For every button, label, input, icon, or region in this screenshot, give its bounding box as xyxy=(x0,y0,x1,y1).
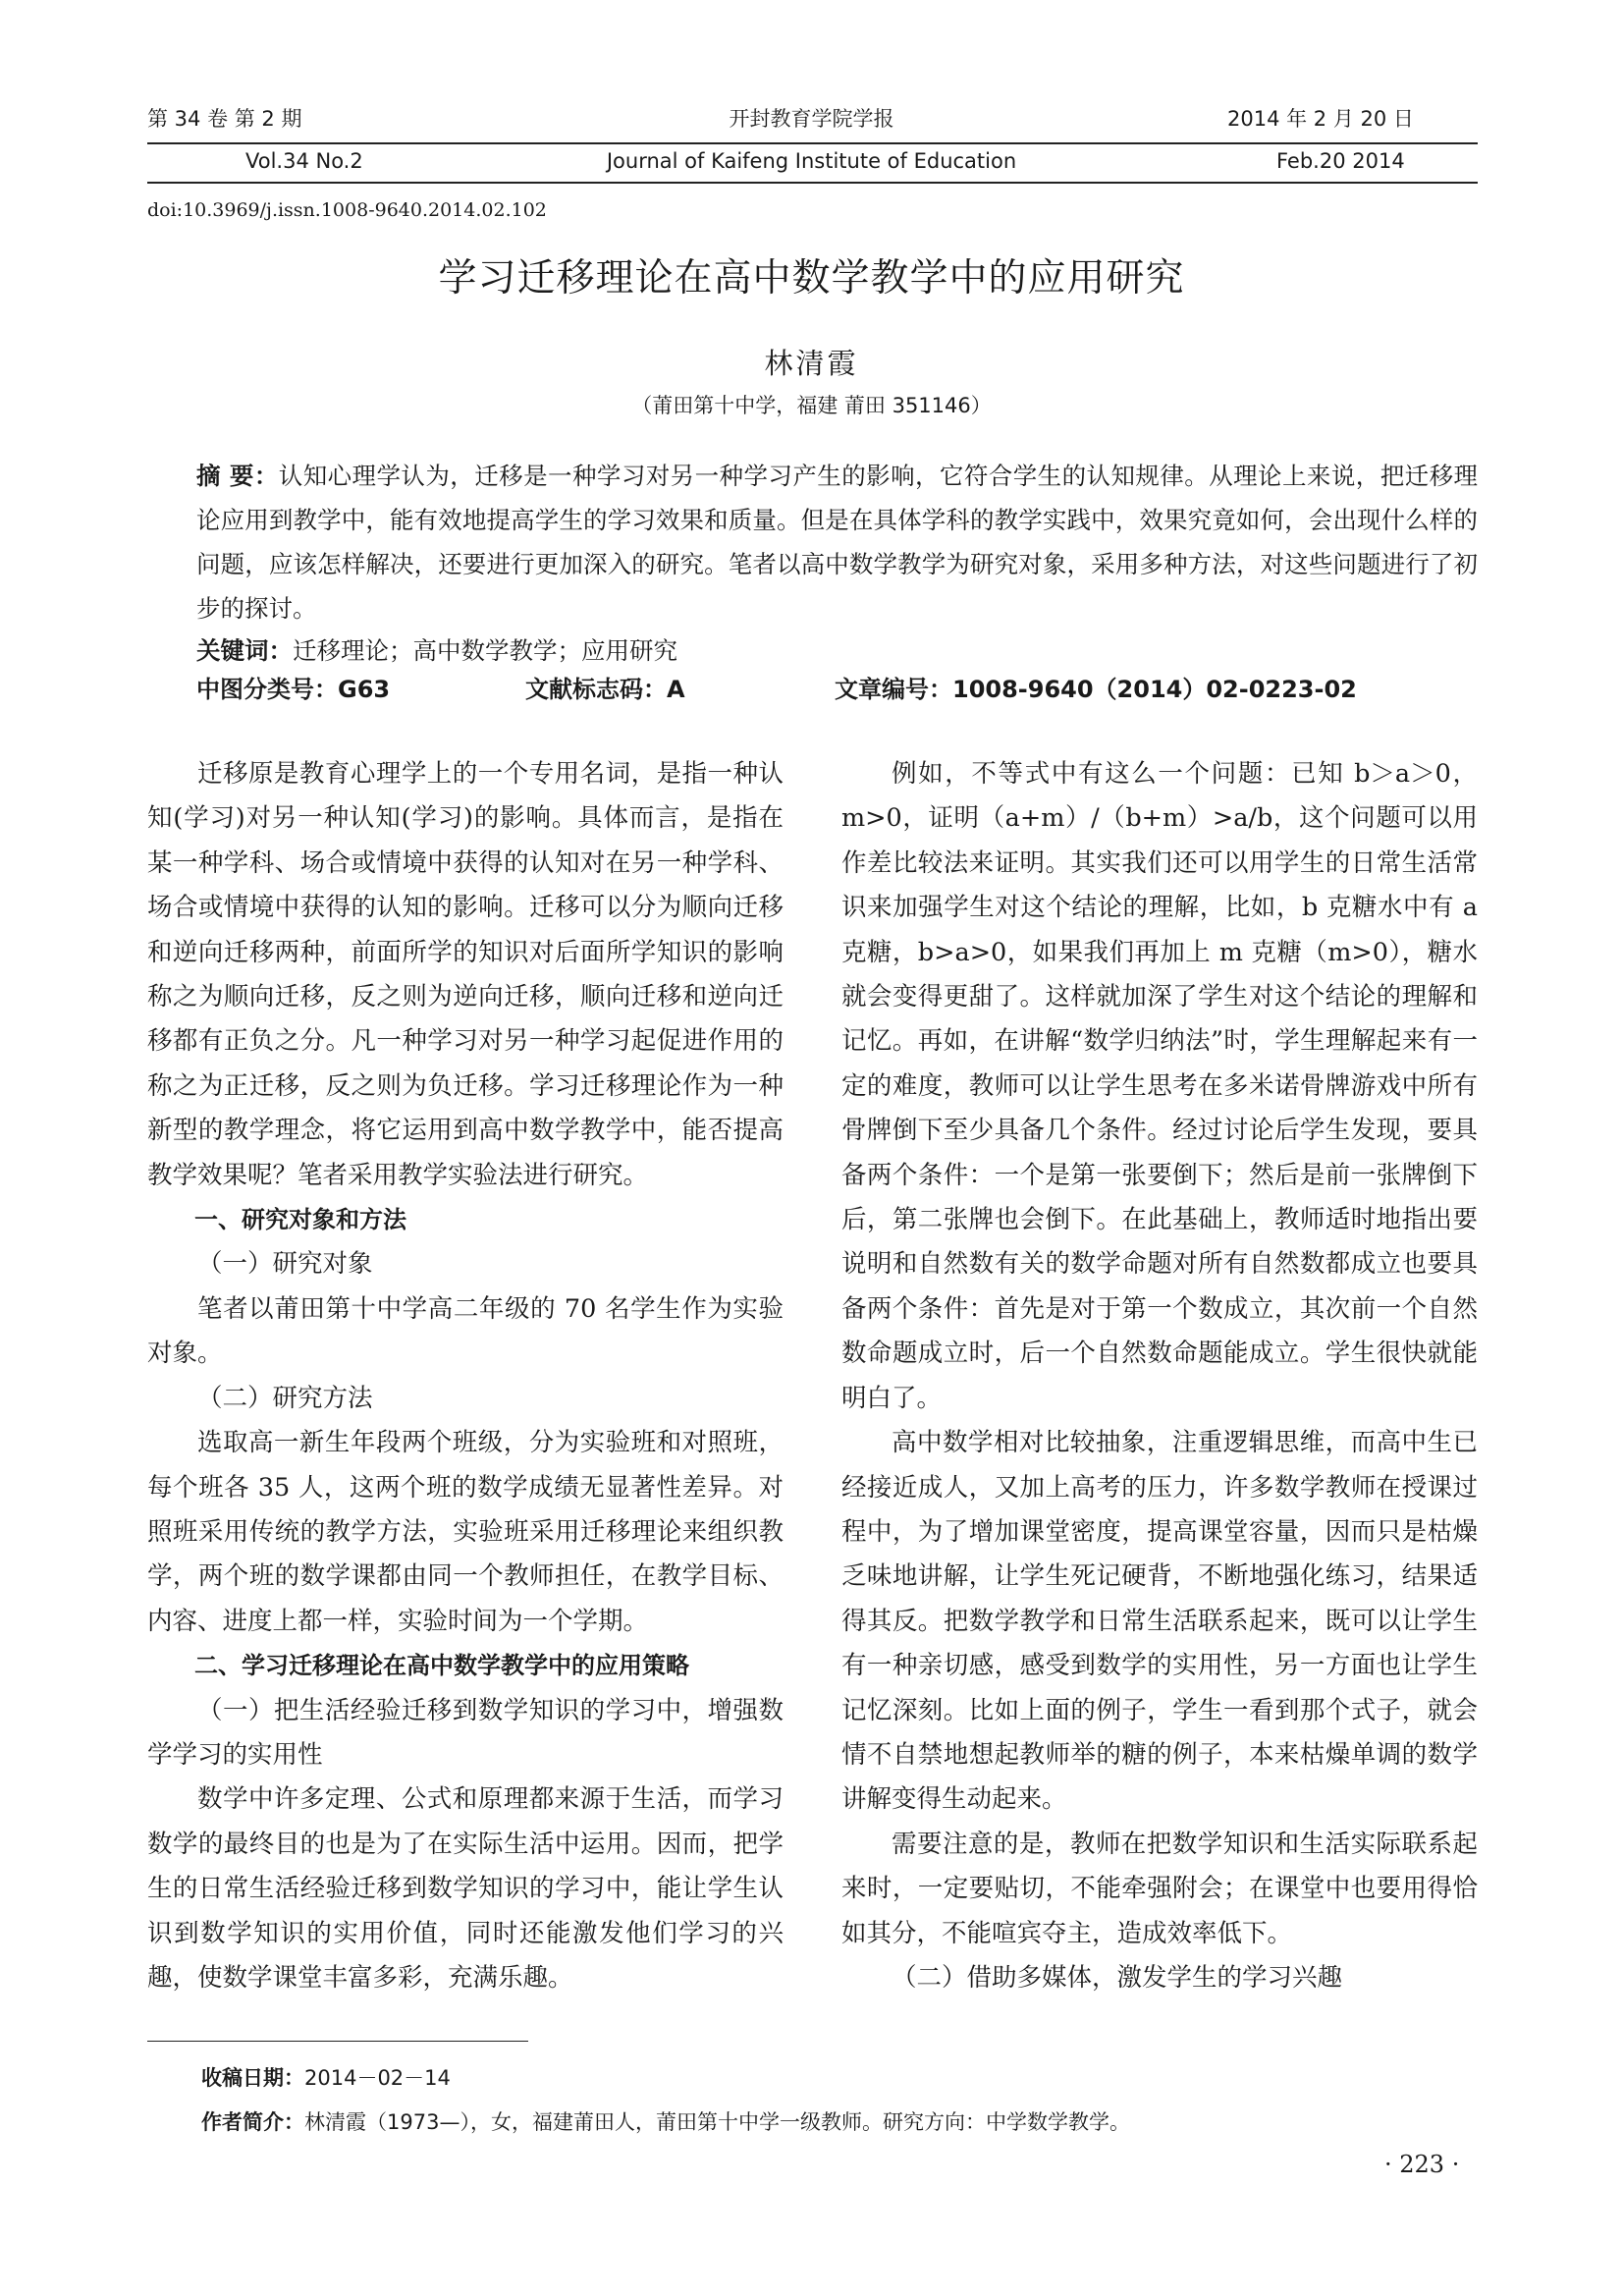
subsection-heading: （二）研究方法 xyxy=(197,1383,373,1413)
header-rule-bottom xyxy=(147,182,1478,184)
abstract xyxy=(196,454,1478,630)
subsection-heading: （二）借助多媒体，激发学生的学习兴趣 xyxy=(892,1962,1343,1993)
received-date xyxy=(201,2062,451,2092)
header-rule-top xyxy=(147,142,1478,144)
subsection-heading: （一）研究对象 xyxy=(197,1249,373,1280)
received-label: 收稿日期： xyxy=(201,2066,304,2090)
abstract-label: 摘 要： xyxy=(196,462,279,490)
body-column-right xyxy=(841,752,1478,2000)
classification-line xyxy=(196,670,1478,714)
issue-date-en: Feb.20 2014 xyxy=(1276,149,1405,173)
keywords-text: 迁移理论；高中数学教学；应用研究 xyxy=(293,636,677,665)
abstract-text: 认知心理学认为，迁移是一种学习对另一种学习产生的影响，它符合学生的认知规律。从理论上来说，把迁移理论应用到教学中，能有效地提高学生的学习效果和质量。但是在具体学科的教学实践中，效果究竟如何，会出现什么样的问题，应该怎样解决，还要进行更加深入的研究。笔者以高中数学教学为研究对象，采用多种方法，对这些问题进行了初步的探讨。 xyxy=(196,462,1479,623)
keywords-label: 关键词： xyxy=(196,636,293,665)
body-paragraph: 需要注意的是，教师在把数学知识和生活实际联系起来时，一定要贴切，不能牵强附会；在课堂中也要用得恰如其分，不能喧宾夺主，造成效率低下。 xyxy=(841,1829,1478,1948)
author-affiliation: （莆田第十中学，福建 莆田 351146） xyxy=(631,394,992,417)
author-bio-text: 林清霞（1973—），女，福建莆田人，莆田第十中学一级教师。研究方向：中学数学教学。 xyxy=(304,2110,1130,2134)
body-paragraph: 例如，不等式中有这么一个问题：已知 b＞a＞0，m>0，证明（a+m）/（b+m）>a/b，这个问题可以用作差比较法来证明。其实我们还可以用学生的日常生活常识来加强学生对这个结论的理解，比如，b 克糖水中有 a 克糖，b>a>0，如果我们再加上 m 克糖（m>0），糖水就会变得更甜了。这样就加深了学生对这个结论的理解和记忆。再如，在讲解“数学归纳法”时，学生理解起来有一定的难度，教师可以让学生思考在多米诺骨牌游戏中所有骨牌倒下至少具备几个条件。经过讨论后学生发现，要具备两个条件：一个是第一张要倒下；然后是前一张牌倒下后，第二张牌也会倒下。在此基础上，教师适时地指出要说明和自然数有关的数学命题对所有自然数都成立也要具备两个条件：首先是对于第一个数成立，其次前一个自然数命题成立时，后一个自然数命题能成立。学生很快就能明白了。 xyxy=(841,759,1478,1413)
keywords xyxy=(196,629,1478,673)
doi: doi:10.3969/j.issn.1008-9640.2014.02.102 xyxy=(147,199,547,221)
issue-date-cn: 2014 年 2 月 20 日 xyxy=(1227,107,1414,131)
body-paragraph: 数学中许多定理、公式和原理都来源于生活，而学习数学的最终目的也是为了在实际生活中运用。因而，把学生的日常生活经验迁移到数学知识的学习中，能让学生认识到数学知识的实用价值，同时还能激发他们学习的兴趣，使数学课堂丰富多彩，充满乐趣。 xyxy=(147,1784,784,1993)
volume-issue-cn: 第 34 卷 第 2 期 xyxy=(147,107,302,131)
journal-name-en: Journal of Kaifeng Institute of Education xyxy=(606,149,1017,173)
author-bio-label: 作者简介： xyxy=(201,2110,304,2134)
subsection-heading: （一）把生活经验迁移到数学知识的学习中，增强数学学习的实用性 xyxy=(147,1695,784,1770)
article-number: 文章编号：1008-9640（2014）02-0223-02 xyxy=(835,676,1357,703)
received-value: 2014－02－14 xyxy=(304,2066,451,2090)
document-code: 文献标志码：A xyxy=(525,676,685,703)
article-title: 学习迁移理论在高中数学教学中的应用研究 xyxy=(438,256,1185,301)
footnote-rule xyxy=(147,2041,528,2042)
body-paragraph: 高中数学相对比较抽象，注重逻辑思维，而高中生已经接近成人，又加上高考的压力，许多数学教师在授课过程中，为了增加课堂密度，提高课堂容量，因而只是枯燥乏味地讲解，让学生死记硬背，不断地强化练习，结果适得其反。把数学教学和日常生活联系起来，既可以让学生有一种亲切感，感受到数学的实用性，另一方面也让学生记忆深刻。比如上面的例子，学生一看到那个式子，就会情不自禁地想起教师举的糖的例子，本来枯燥单调的数学讲解变得生动起来。 xyxy=(841,1428,1478,1815)
body-column-left xyxy=(147,752,784,2000)
body-paragraph: 选取高一新生年段两个班级，分为实验班和对照班，每个班各 35 人，这两个班的数学成绩无显著性差异。对照班采用传统的教学方法，实验班采用迁移理论来组织教学，两个班的数学课都由同一个教师担任，在教学目标、内容、进度上都一样，实验时间为一个学期。 xyxy=(147,1428,784,1636)
volume-issue-en: Vol.34 No.2 xyxy=(245,149,363,173)
author-bio xyxy=(201,2106,1130,2136)
clc-number: 中图分类号：G63 xyxy=(196,676,391,703)
section-heading: 一、研究对象和方法 xyxy=(194,1206,406,1234)
author-name: 林清霞 xyxy=(764,347,859,380)
section-heading: 二、学习迁移理论在高中数学教学中的应用策略 xyxy=(194,1652,689,1680)
body-paragraph: 迁移原是教育心理学上的一个专用名词，是指一种认知(学习)对另一种认知(学习)的影响。具体而言，是指在某一种学科、场合或情境中获得的认知对在另一种学科、场合或情境中获得的认知的影响。迁移可以分为顺向迁移和逆向迁移两种，前面所学的知识对后面所学知识的影响称之为顺向迁移，反之则为逆向迁移，顺向迁移和逆向迁移都有正负之分。凡一种学习对另一种学习起促进作用的称之为正迁移，反之则为负迁移。学习迁移理论作为一种新型的教学理念，将它运用到高中数学教学中，能否提高教学效果呢？笔者采用教学实验法进行研究。 xyxy=(147,759,784,1190)
journal-name-cn: 开封教育学院学报 xyxy=(729,107,894,131)
body-paragraph: 笔者以莆田第十中学高二年级的 70 名学生作为实验对象。 xyxy=(147,1293,784,1369)
page-number: · 223 · xyxy=(1384,2151,1460,2178)
